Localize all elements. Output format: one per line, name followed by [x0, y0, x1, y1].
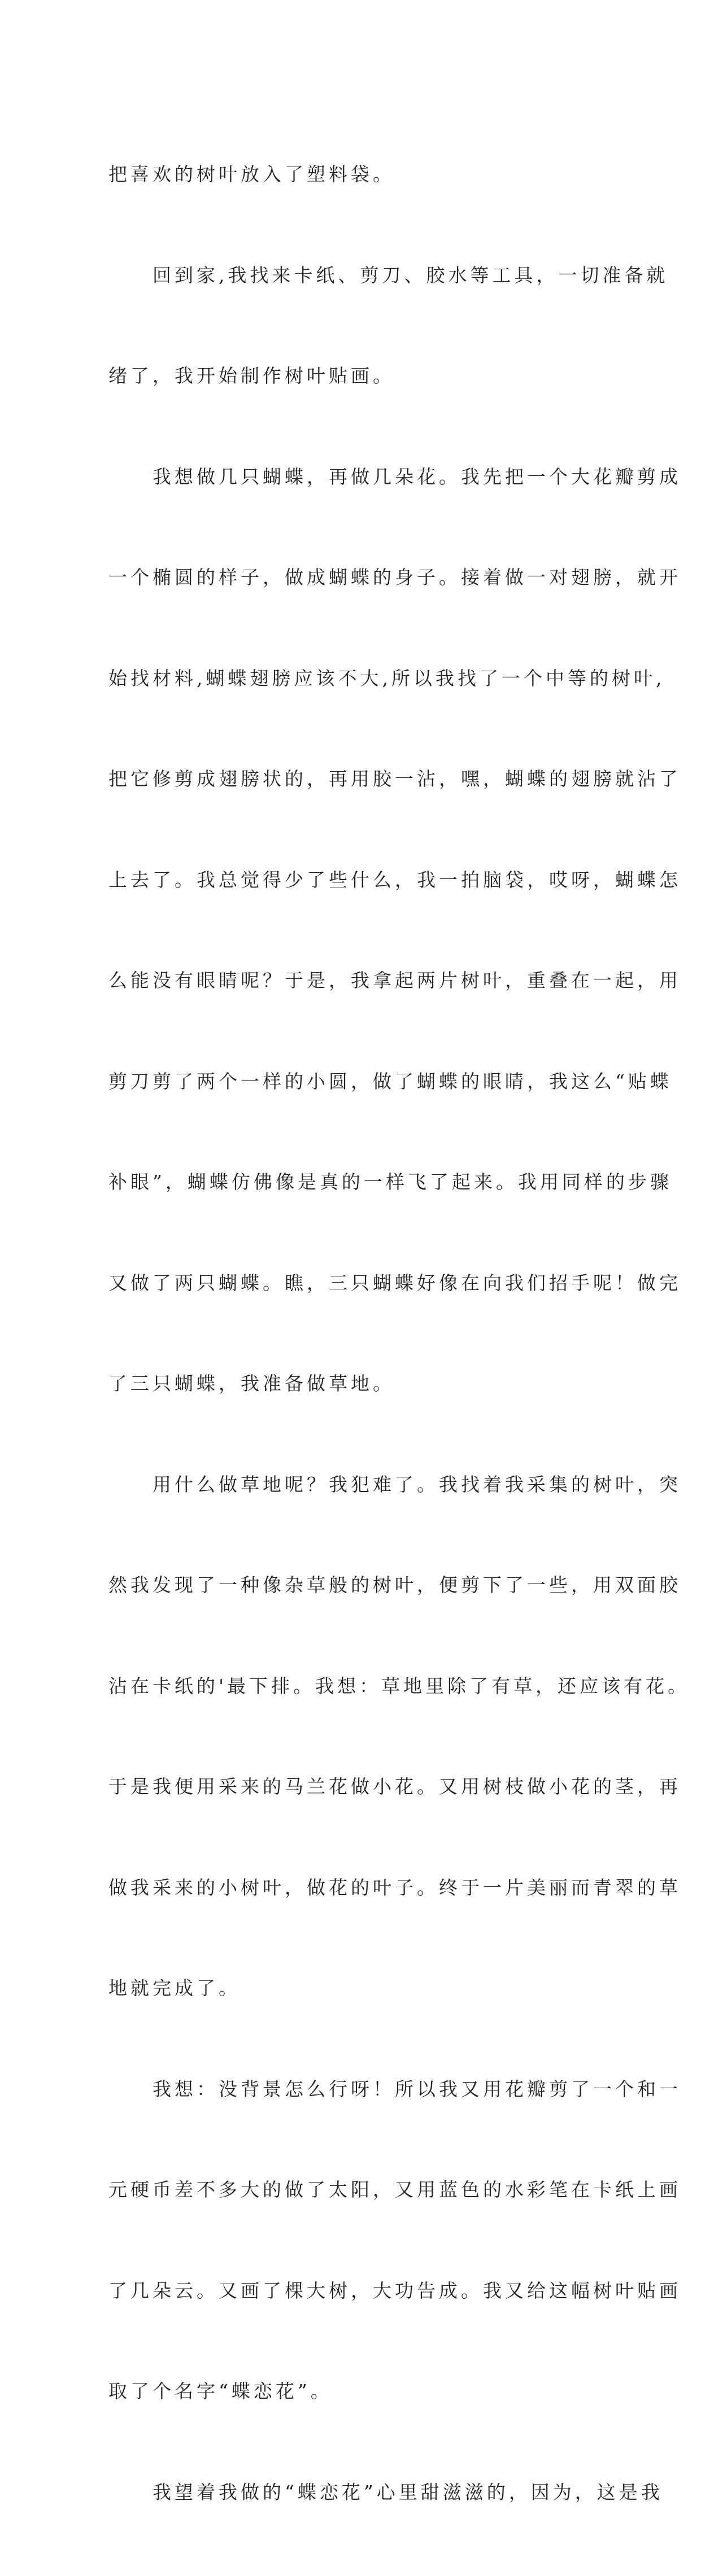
text-line: 一个椭圆的样子，做成蝴蝶的身子。接着做一对翅膀，就开 [108, 566, 681, 588]
text-line: 了几朵云。又画了棵大树，大功告成。我又给这幅树叶贴画 [108, 2279, 681, 2302]
text-line: 地就完成了。 [108, 1977, 241, 1999]
text-line: 做我采来的小树叶，做花的叶子。终于一片美丽而青翠的草 [108, 1876, 681, 1899]
text-line: 我望着我做的“蝶恋花”心里甜滋滋的，因为，这是我 [108, 2481, 663, 2503]
text-line: 把它修剪成翅膀状的，再用胶一沾，嘿，蝴蝶的翅膀就沾了 [108, 768, 681, 790]
text-line: 沾在卡纸的'最下排。我想：草地里除了有草，还应该有花。 [108, 1674, 690, 1697]
text-line: 回到家,我找来卡纸、剪刀、胶水等工具，一切准备就 [108, 264, 669, 286]
text-line: 了三只蝴蝶，我准备做草地。 [108, 1372, 395, 1394]
text-line: 元硬币差不多大的做了太阳，又用蓝色的水彩笔在卡纸上画 [108, 2179, 681, 2201]
text-line: 绪了，我开始制作树叶贴画。 [108, 365, 395, 387]
text-line: 取了个名字“蝶恋花”。 [108, 2380, 333, 2402]
text-line: 我想：没背景怎么行呀！所以我又用花瓣剪了一个和一 [108, 2078, 681, 2100]
text-line: 始找材料,蝴蝶翅膀应该不大,所以我找了一个中等的树叶, [108, 667, 665, 689]
text-line: 然我发现了一种像杂草般的树叶，便剪下了一些，用双面胶 [108, 1574, 681, 1596]
text-line: 于是我便用采来的马兰花做小花。又用树枝做小花的茎，再 [108, 1775, 681, 1797]
essay-body [108, 90, 690, 2576]
text-line: 用什么做草地呢？我犯难了。我找着我采集的树叶，突 [108, 1473, 681, 1495]
text-line: 么能没有眼睛呢？于是，我拿起两片树叶，重叠在一起，用 [108, 969, 681, 991]
text-line: 剪刀剪了两个一样的小圆，做了蝴蝶的眼睛，我这么“贴蝶 [108, 1070, 672, 1092]
text-line: 把喜欢的树叶放入了塑料袋。 [108, 163, 395, 185]
text-line: 我想做几只蝴蝶，再做几朵花。我先把一个大花瓣剪成 [108, 465, 681, 488]
text-line: 又做了两只蝴蝶。瞧，三只蝴蝶好像在向我们招手呢！做完 [108, 1271, 681, 1294]
text-line: 补眼”，蝴蝶仿佛像是真的一样飞了起来。我用同样的步骤 [108, 1171, 672, 1193]
text-line: 上去了。我总觉得少了些什么，我一拍脑袋，哎呀，蝴蝶怎 [108, 868, 681, 891]
